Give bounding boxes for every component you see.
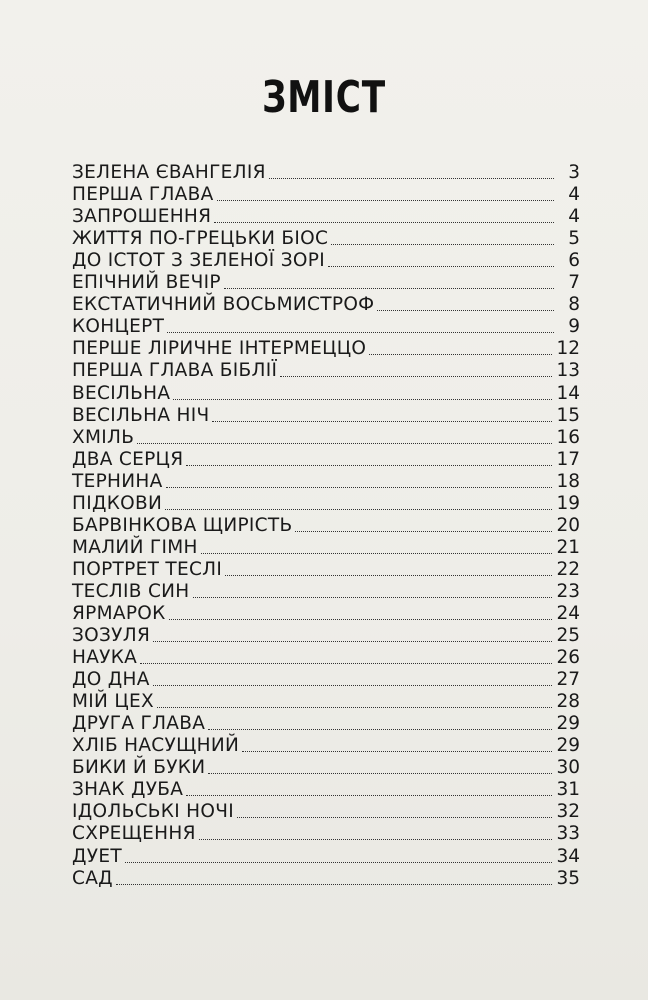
toc-entry-page-number: 14	[556, 382, 580, 404]
table-of-contents	[72, 161, 580, 889]
toc-entry	[72, 448, 580, 470]
toc-entry-page-number: 19	[556, 492, 580, 514]
dot-leader	[369, 353, 552, 355]
toc-entry-page-number: 28	[556, 691, 580, 713]
toc-entry	[72, 381, 580, 403]
toc-entry-title: ДУЕТ	[72, 845, 122, 867]
toc-entry	[72, 404, 580, 426]
toc-entry-title: ТЕСЛІВ СИН	[72, 580, 190, 602]
dot-leader	[165, 508, 552, 510]
toc-entry	[72, 690, 580, 712]
toc-entry-page-number: 18	[556, 470, 580, 492]
dot-leader	[116, 883, 553, 885]
toc-entry-title: ВЕСІЛЬНА НІЧ	[72, 404, 210, 426]
dot-leader	[173, 398, 552, 400]
toc-entry-title: ТЕРНИНА	[72, 470, 163, 492]
dot-leader	[295, 530, 552, 532]
toc-entry	[72, 514, 580, 536]
toc-entry-title: СХРЕЩЕННЯ	[72, 823, 196, 845]
toc-entry	[72, 844, 580, 866]
toc-entry-title: МІЙ ЦЕХ	[72, 691, 154, 713]
toc-entry-page-number: 4	[568, 206, 580, 228]
dot-leader	[225, 574, 552, 576]
dot-leader	[214, 221, 554, 223]
toc-entry-title: ЗЕЛЕНА ЄВАНГЕЛІЯ	[72, 162, 266, 184]
toc-entry	[72, 558, 580, 580]
toc-entry-title: ПЕРША ГЛАВА	[72, 184, 214, 206]
toc-entry-page-number: 22	[556, 558, 580, 580]
toc-entry-title: ЕКСТАТИЧНИЙ ВОСЬМИСТРОФ	[72, 294, 375, 316]
toc-entry	[72, 602, 580, 624]
toc-entry-title: ПІДКОВИ	[72, 492, 163, 514]
toc-entry-page-number: 30	[556, 757, 580, 779]
toc-entry-title: ПЕРШЕ ЛІРИЧНЕ ІНТЕРМЕЦЦО	[72, 338, 367, 360]
dot-leader	[153, 640, 552, 642]
toc-entry-title: ПОРТРЕТ ТЕСЛІ	[72, 558, 223, 580]
toc-entry-title: ЗНАК ДУБА	[72, 779, 184, 801]
toc-entry-page-number: 29	[556, 735, 580, 757]
toc-entry-page-number: 25	[556, 625, 580, 647]
toc-entry	[72, 668, 580, 690]
dot-leader	[377, 309, 554, 311]
toc-entry	[72, 293, 580, 315]
toc-entry	[72, 734, 580, 756]
dot-leader	[157, 706, 552, 708]
toc-entry	[72, 337, 580, 359]
toc-entry-page-number: 15	[556, 404, 580, 426]
toc-entry-page-number: 34	[556, 845, 580, 867]
dot-leader	[201, 552, 553, 554]
dot-leader	[199, 838, 553, 840]
toc-entry-title: КОНЦЕРТ	[72, 316, 165, 338]
dot-leader	[269, 177, 554, 179]
dot-leader	[331, 243, 554, 245]
toc-entry-title: БАРВІНКОВА ЩИРІСТЬ	[72, 514, 293, 536]
toc-entry	[72, 646, 580, 668]
toc-entry	[72, 712, 580, 734]
toc-entry-page-number: 29	[556, 713, 580, 735]
dot-leader	[125, 861, 553, 863]
toc-entry-page-number: 32	[556, 801, 580, 823]
toc-entry-title: ДВА СЕРЦЯ	[72, 448, 184, 470]
dot-leader	[242, 750, 552, 752]
dot-leader	[137, 442, 552, 444]
toc-entry-page-number: 13	[556, 360, 580, 382]
toc-entry-title: ІДОЛЬСЬКІ НОЧІ	[72, 801, 234, 823]
toc-entry	[72, 183, 580, 205]
toc-entry	[72, 271, 580, 293]
toc-entry	[72, 536, 580, 558]
toc-entry	[72, 800, 580, 822]
toc-entry-title: ЕПІЧНИЙ ВЕЧІР	[72, 272, 221, 294]
toc-entry-page-number: 7	[568, 272, 580, 294]
toc-entry-title: ЗОЗУЛЯ	[72, 625, 151, 647]
toc-entry	[72, 205, 580, 227]
toc-entry-title: ДО ІСТОТ З ЗЕЛЕНОЇ ЗОРІ	[72, 250, 325, 272]
toc-entry-title: ХЛІБ НАСУЩНИЙ	[72, 735, 240, 757]
toc-entry-title: ЖИТТЯ ПО-ГРЕЦЬКИ БІОС	[72, 228, 329, 250]
toc-entry-page-number: 26	[556, 647, 580, 669]
toc-entry	[72, 227, 580, 249]
dot-leader	[212, 420, 552, 422]
toc-entry-title: ВЕСІЛЬНА	[72, 382, 171, 404]
toc-entry	[72, 426, 580, 448]
toc-entry-title: ЯРМАРОК	[72, 602, 166, 624]
dot-leader	[328, 265, 554, 267]
toc-entry	[72, 492, 580, 514]
toc-entry-page-number: 6	[568, 250, 580, 272]
dot-leader	[208, 728, 552, 730]
toc-entry-page-number: 31	[556, 779, 580, 801]
toc-entry	[72, 778, 580, 800]
dot-leader	[186, 464, 552, 466]
toc-entry-title: САД	[72, 867, 113, 889]
toc-entry-page-number: 4	[568, 184, 580, 206]
toc-entry	[72, 470, 580, 492]
dot-leader	[208, 772, 552, 774]
toc-entry-page-number: 17	[556, 448, 580, 470]
toc-entry-page-number: 5	[568, 228, 580, 250]
toc-entry-page-number: 35	[556, 867, 580, 889]
dot-leader	[140, 662, 552, 664]
dot-leader	[217, 199, 554, 201]
dot-leader	[167, 331, 554, 333]
toc-entry	[72, 756, 580, 778]
toc-entry-page-number: 16	[556, 426, 580, 448]
dot-leader	[280, 375, 552, 377]
toc-entry	[72, 624, 580, 646]
dot-leader	[153, 684, 553, 686]
toc-entry	[72, 249, 580, 271]
toc-entry	[72, 315, 580, 337]
toc-entry-page-number: 20	[556, 514, 580, 536]
dot-leader	[186, 794, 552, 796]
toc-entry	[72, 822, 580, 844]
dot-leader	[166, 486, 553, 488]
toc-entry	[72, 580, 580, 602]
toc-entry-page-number: 9	[568, 316, 580, 338]
toc-entry-title: БИКИ Й БУКИ	[72, 757, 206, 779]
toc-entry-title: НАУКА	[72, 647, 138, 669]
toc-entry	[72, 867, 580, 889]
dot-leader	[169, 618, 553, 620]
page-title: ЗМІСТ	[262, 72, 386, 123]
toc-entry-page-number: 33	[556, 823, 580, 845]
toc-entry-page-number: 12	[556, 338, 580, 360]
toc-entry-page-number: 3	[568, 162, 580, 184]
toc-entry-title: ЗАПРОШЕННЯ	[72, 206, 212, 228]
toc-entry-title: ПЕРША ГЛАВА БІБЛІЇ	[72, 360, 278, 382]
toc-entry-page-number: 27	[556, 669, 580, 691]
toc-entry-page-number: 21	[556, 536, 580, 558]
toc-entry	[72, 161, 580, 183]
toc-entry	[72, 359, 580, 381]
toc-entry-page-number: 23	[556, 580, 580, 602]
toc-entry-title: МАЛИЙ ГІМН	[72, 536, 198, 558]
toc-entry-title: ДРУГА ГЛАВА	[72, 713, 206, 735]
toc-entry-page-number: 24	[556, 602, 580, 624]
dot-leader	[224, 287, 554, 289]
dot-leader	[193, 596, 553, 598]
dot-leader	[237, 816, 552, 818]
toc-entry-page-number: 8	[568, 294, 580, 316]
toc-entry-title: ДО ДНА	[72, 669, 150, 691]
toc-entry-title: ХМІЛЬ	[72, 426, 135, 448]
